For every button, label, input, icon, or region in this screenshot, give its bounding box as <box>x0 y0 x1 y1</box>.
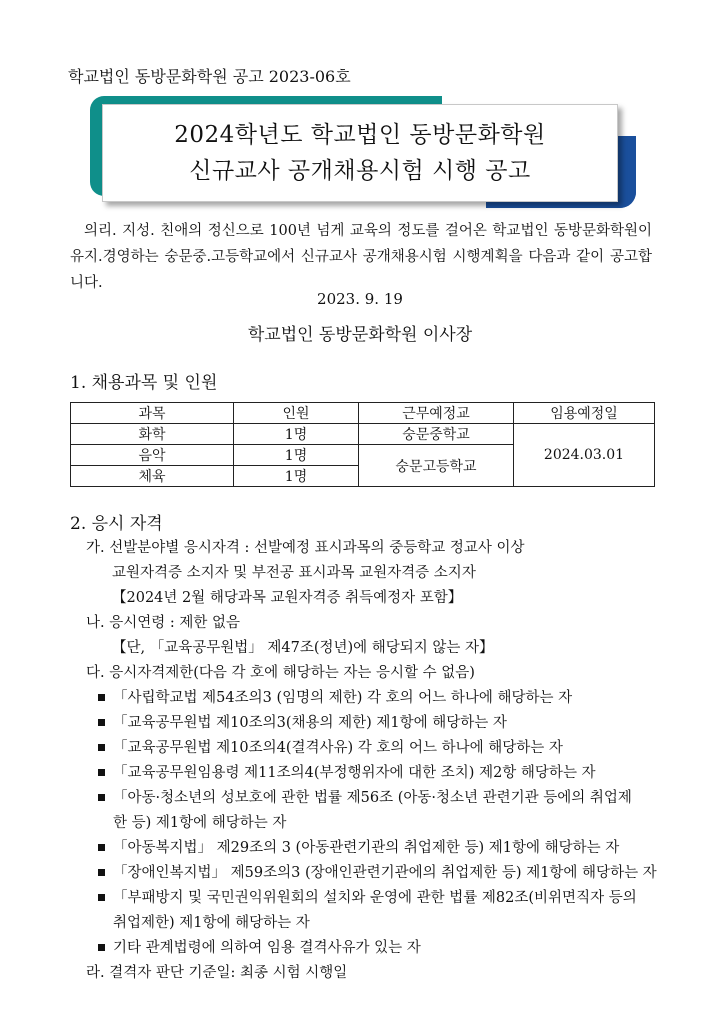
bullet-square-icon <box>98 894 105 901</box>
qualification-c-line1: 다. 응시자격제한(다음 각 호에 해당하는 자는 응시할 수 없음) <box>86 665 475 681</box>
page-title-line2: 신규교사 공개채용시험 시행 공고 <box>189 158 531 184</box>
cell-appoint-date: 2024.03.01 <box>514 424 655 487</box>
banner-title-box <box>102 104 618 202</box>
qualification-d-line1: 라. 결격자 판단 기준일: 최종 시험 시행일 <box>86 965 348 981</box>
col-school: 근무예정교 <box>359 403 514 424</box>
list-item <box>98 888 637 908</box>
cell-subject: 체육 <box>71 466 234 487</box>
list-item-text: 「사립학교법 제54조의3 (임명의 제한) 각 호의 어느 하나에 해당하는 자 <box>113 690 573 706</box>
section1-heading: 1. 채용과목 및 인원 <box>70 373 218 393</box>
bullet-square-icon <box>98 844 105 851</box>
cell-count: 1명 <box>234 466 359 487</box>
list-item-text: 「교육공무원법 제10조의3(채용의 제한) 제1항에 해당하는 자 <box>113 715 507 731</box>
list-item <box>98 863 657 883</box>
qualification-b-line1: 나. 응시연령 : 제한 없음 <box>86 615 240 631</box>
list-item <box>98 738 563 758</box>
notice-number: 학교법인 동방문화학원 공고 2023-06호 <box>68 67 351 86</box>
col-subject: 과목 <box>71 403 234 424</box>
list-item <box>98 713 507 733</box>
col-appoint-date: 임용예정일 <box>514 403 655 424</box>
qualification-a-line2: 교원자격증 소지자 및 부전공 표시과목 교원자격증 소지자 <box>112 565 476 581</box>
qualification-b-line2: 【단, 「교육공무원법」 제47조(정년)에 해당되지 않는 자】 <box>112 640 494 656</box>
recruitment-table <box>70 402 655 487</box>
bullet-square-icon <box>98 869 105 876</box>
list-item-text: 「아동복지법」 제29조의 3 (아동관련기관의 취업제한 등) 제1항에 해당하는 자 <box>113 840 620 856</box>
bullet-square-icon <box>98 794 105 801</box>
list-item <box>98 763 596 783</box>
col-count: 인원 <box>234 403 359 424</box>
bullet-square-icon <box>98 719 105 726</box>
list-item-text: 「장애인복지법」 제59조의3 (장애인관련기관에의 취업제한 등) 제1항에 해당하는 자 <box>113 865 657 881</box>
banner-blue-accent-side <box>616 136 636 208</box>
table-row <box>71 424 655 445</box>
list-item <box>98 688 572 708</box>
notice-date: 2023. 9. 19 <box>317 290 403 308</box>
list-item-text: 「교육공무원법 제10조의4(결격사유) 각 호의 어느 하나에 해당하는 자 <box>113 740 563 756</box>
page-title-line1: 2024학년도 학교법인 동방문화학원 <box>174 122 546 148</box>
list-item-text: 「아동·청소년의 성보호에 관한 법률 제56조 (아동·청소년 관련기관 등에의 취업제 <box>113 790 632 806</box>
signer: 학교법인 동방문화학원 이사장 <box>247 325 473 345</box>
list-item-continuation: 한 등) 제1항에 해당하는 자 <box>113 815 287 831</box>
intro-paragraph: 의리. 지성. 친애의 정신으로 100년 넘게 교육의 정도를 걸어온 학교법인 동방문화학원이 유지.경영하는 숭문중.고등학교에서 신규교사 공개채용시험 시행계획을 다음과 같이 공고합니다. <box>70 223 652 291</box>
list-item <box>98 788 632 808</box>
cell-count: 1명 <box>234 445 359 466</box>
qualification-a-line1: 가. 선발분야별 응시자격 : 선발예정 표시과목의 중등학교 정교사 이상 <box>86 540 525 556</box>
list-item-text: 「부패방지 및 국민권익위원회의 설치와 운영에 관한 법률 제82조(비위면직자 등의 <box>113 890 637 906</box>
qualification-a-line3: 【2024년 2월 해당과목 교원자격증 취득예정자 포함】 <box>112 590 463 606</box>
list-item-continuation: 취업제한) 제1항에 해당하는 자 <box>113 915 310 931</box>
bullet-square-icon <box>98 769 105 776</box>
cell-count: 1명 <box>234 424 359 445</box>
bullet-square-icon <box>98 744 105 751</box>
cell-school-middle: 숭문중학교 <box>359 424 514 445</box>
list-item-text: 기타 관계법령에 의하여 임용 결격사유가 있는 자 <box>113 940 421 956</box>
cell-school-high: 숭문고등학교 <box>359 445 514 487</box>
cell-subject: 화학 <box>71 424 234 445</box>
list-item-text: 「교육공무원임용령 제11조의4(부정행위자에 대한 조치) 제2항 해당하는 자 <box>113 765 596 781</box>
list-item <box>98 838 619 858</box>
table-header-row <box>71 403 655 424</box>
list-item <box>98 938 421 958</box>
bullet-square-icon <box>98 944 105 951</box>
cell-subject: 음악 <box>71 445 234 466</box>
bullet-square-icon <box>98 694 105 701</box>
title-banner <box>90 96 636 208</box>
section2-heading: 2. 응시 자격 <box>70 514 163 534</box>
